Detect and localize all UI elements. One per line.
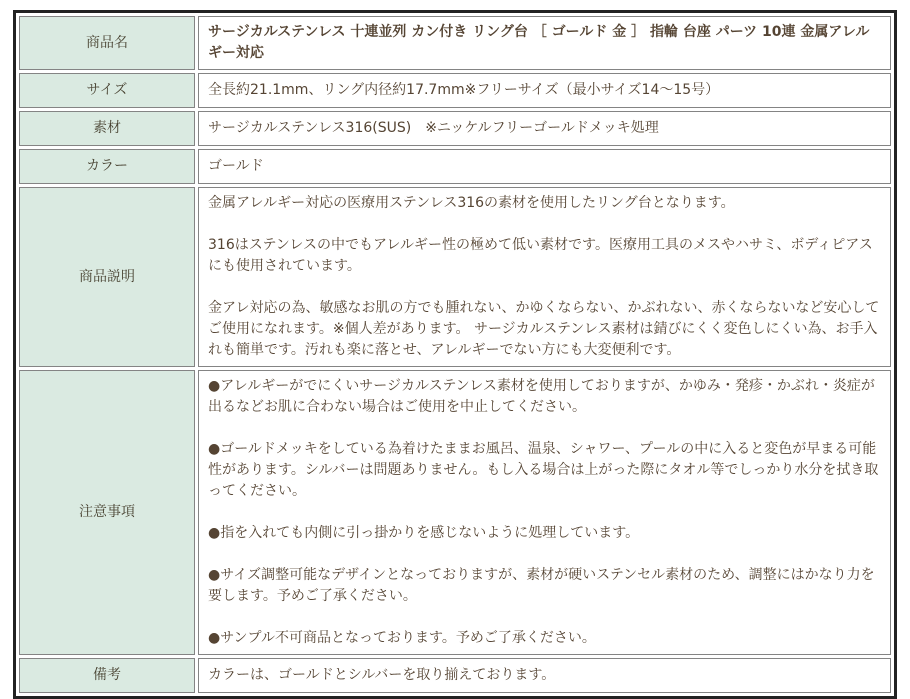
table-row: [19, 16, 891, 70]
row-label: 注意事項: [19, 370, 195, 655]
value-paragraph: 316はステンレスの中でもアレルギー性の極めて低い素材です。医療用工具のメスやハサミ、ボディピアスにも使用されています。: [208, 237, 873, 274]
table-row: [19, 658, 891, 693]
row-value: [198, 73, 891, 108]
value-paragraph: ●アレルギーがでにくいサージカルステンレス素材を使用しておりますが、かゆみ・発疹・かぶれ・炎症が出るなどお肌に合わない場合はご使用を中止してください。: [208, 378, 875, 415]
value-paragraph: ●サンプル不可商品となっております。予めご了承ください。: [208, 630, 596, 646]
product-info-table: [13, 10, 897, 699]
table-row: [19, 111, 891, 146]
row-value: [198, 658, 891, 693]
table-body: [19, 16, 891, 693]
row-value: [198, 111, 891, 146]
row-label: 商品説明: [19, 187, 195, 367]
row-label: カラー: [19, 149, 195, 184]
value-paragraph: ゴールド: [208, 158, 264, 174]
value-paragraph: 金属アレルギー対応の医療用ステンレス316の素材を使用したリング台となります。: [208, 195, 735, 211]
value-paragraph: ●指を入れても内側に引っ掛かりを感じないように処理しています。: [208, 525, 640, 541]
row-label: 素材: [19, 111, 195, 146]
row-label: 商品名: [19, 16, 195, 70]
row-value: [198, 370, 891, 655]
row-value: [198, 187, 891, 367]
value-paragraph: サージカルステンレス 十連並列 カン付き リング台 ［ ゴールド 金 ］ 指輪 台座 パーツ 10連 金属アレルギー対応: [208, 24, 870, 61]
value-paragraph: ●サイズ調整可能なデザインとなっておりますが、素材が硬いステンセル素材のため、調整にはかなり力を要します。予めご了承ください。: [208, 567, 875, 604]
table-row: [19, 149, 891, 184]
table-row: [19, 370, 891, 655]
row-value: [198, 16, 891, 70]
value-paragraph: カラーは、ゴールドとシルバーを取り揃えております。: [208, 667, 556, 683]
row-value: [198, 149, 891, 184]
value-paragraph: 全長約21.1mm、リング内径約17.7mm※フリーサイズ（最小サイズ14〜15号）: [208, 82, 720, 98]
value-paragraph: サージカルステンレス316(SUS) ※ニッケルフリーゴールドメッキ処理: [208, 120, 659, 136]
row-label: 備考: [19, 658, 195, 693]
table-row: [19, 187, 891, 367]
value-paragraph: ●ゴールドメッキをしている為着けたままお風呂、温泉、シャワー、プールの中に入ると変色が早まる可能性があります。シルバーは問題ありません。もし入る場合は上がった際にタオル等でしっかり水分を拭き取ってください。: [208, 441, 879, 499]
value-paragraph: 金アレ対応の為、敏感なお肌の方でも腫れない、かゆくならない、かぶれない、赤くならないなど安心してご使用になれます。※個人差があります。 サージカルステンレス素材は錆びにくく変色しにくい為、お手入れも簡単です。汚れも楽に落とせ、アレルギーでない方にも大変便利です。: [208, 300, 880, 358]
table-row: [19, 73, 891, 108]
row-label: サイズ: [19, 73, 195, 108]
